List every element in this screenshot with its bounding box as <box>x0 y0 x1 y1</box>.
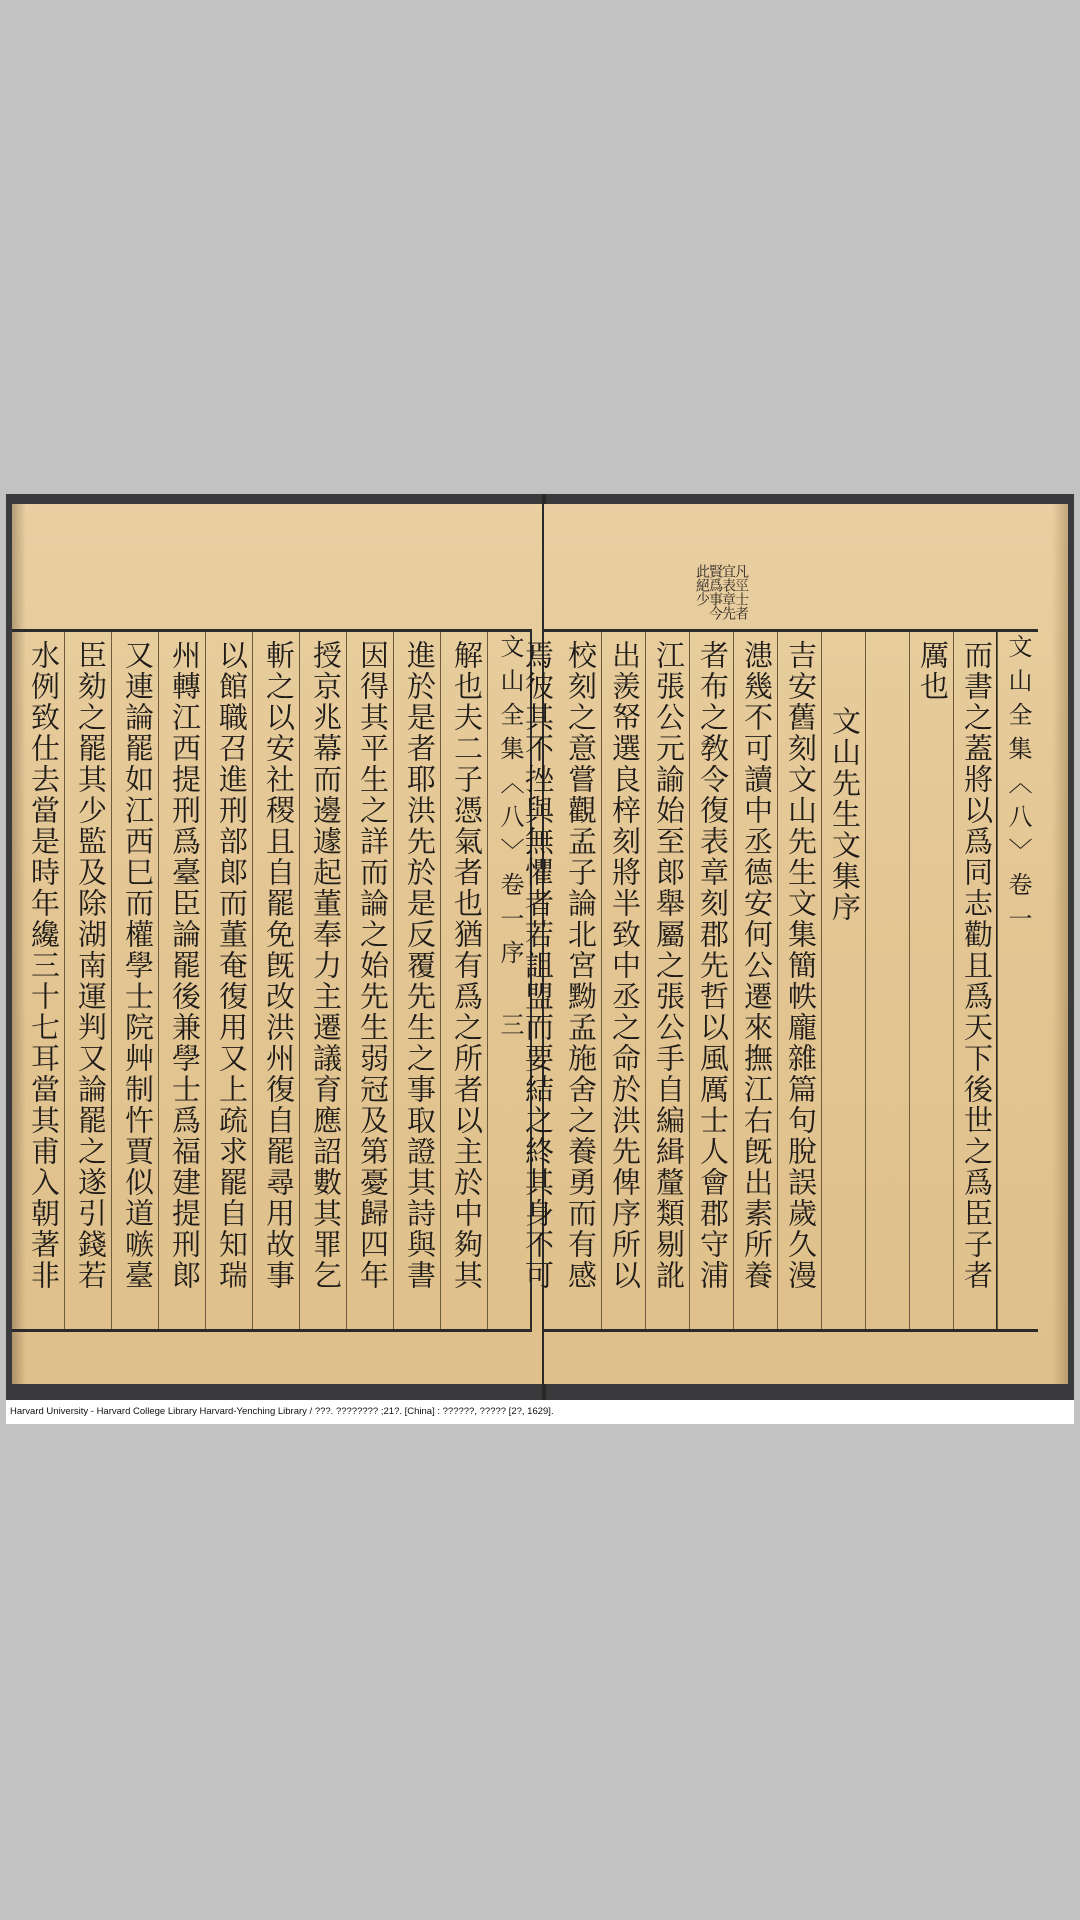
text-column: 解也夫二子憑氣者也猶有爲之所者以主於中夠其 <box>440 632 488 1329</box>
text-column: 厲也 <box>909 632 954 1329</box>
caption-text: Harvard University - Harvard College Library Harvard-Yenching Library / ???. ???????? ;21?. [China] : ??????, ????? [2?, 1629]. <box>10 1406 554 1417</box>
text-column: 江張公元諭始至郞舉屬之張公手自編緝釐類剔訛 <box>645 632 690 1329</box>
document-viewer <box>6 494 1074 1400</box>
text-column: 漶幾不可讀中丞德安何公遷來撫江右旣出素所養 <box>733 632 778 1329</box>
text-column: 授京兆幕而邊遽起董奉力主遷議育應詔數其罪乞 <box>299 632 347 1329</box>
image-caption <box>6 1400 1074 1424</box>
text-column: 吉安舊刻文山先生文集簡帙龐雜篇句脫誤歲久漫 <box>777 632 822 1329</box>
marginal-note-line: 賢爲事今 <box>707 564 723 620</box>
text-column <box>865 632 910 1329</box>
text-column: 焉彼其不挫與無懼者若詛盟而要結之終其身不可 <box>521 640 555 1291</box>
text-column: 州轉江西提刑爲臺臣論罷後兼學士爲福建提刑郞 <box>158 632 206 1329</box>
marginal-note-line: 此絕少 <box>694 564 710 606</box>
text-column: 水例致仕去當是時年纔三十七耳當其甫入朝著非 <box>17 632 65 1329</box>
text-column: 而書之蓋將以爲同志勸且爲天下後世之爲臣子者 <box>953 632 998 1329</box>
text-column: 者布之敎令復表章刻郡先哲以風厲士人會郡守浦 <box>689 632 734 1329</box>
text-column: 臣劾之罷其少監及除湖南運判又論罷之遂引錢若 <box>64 632 112 1329</box>
text-column: 斬之以安社稷且自罷免旣改洪州復自罷尋用故事 <box>252 632 300 1329</box>
text-column: 出羨帑選良梓刻將半致中丞之命於洪先俾序所以 <box>601 632 646 1329</box>
text-column: 進於是者耶洪先於是反覆先生之事取證其詩與書 <box>393 632 441 1329</box>
preface-title: 文山先生文集序 <box>821 632 866 1329</box>
book-scan <box>6 494 1074 1400</box>
text-column: 又連論罷如江西巳而權學士院艸制忤賈似道嗾臺 <box>111 632 159 1329</box>
text-column: 因得其平生之詳而論之始先生弱冠及第憂歸四年 <box>346 632 394 1329</box>
left-page-banner: 文山全集〈八〉卷一序 三 <box>486 632 532 1329</box>
marginal-note-line: 凡巠士者 <box>733 564 749 620</box>
marginal-note-line: 宜表章先 <box>720 564 736 620</box>
right-page-banner: 文山全集〈八〉卷一 <box>996 632 1038 1329</box>
text-column: 校刻之意嘗觀孟子論北宮黝孟施舍之養勇而有感 <box>557 632 602 1329</box>
left-page-frame <box>12 629 532 1332</box>
right-page <box>521 504 1068 1384</box>
left-page <box>12 504 544 1384</box>
right-page-frame <box>521 629 1038 1332</box>
text-column: 以館職召進刑部郞而董奄復用又上疏求罷自知瑞 <box>205 632 253 1329</box>
